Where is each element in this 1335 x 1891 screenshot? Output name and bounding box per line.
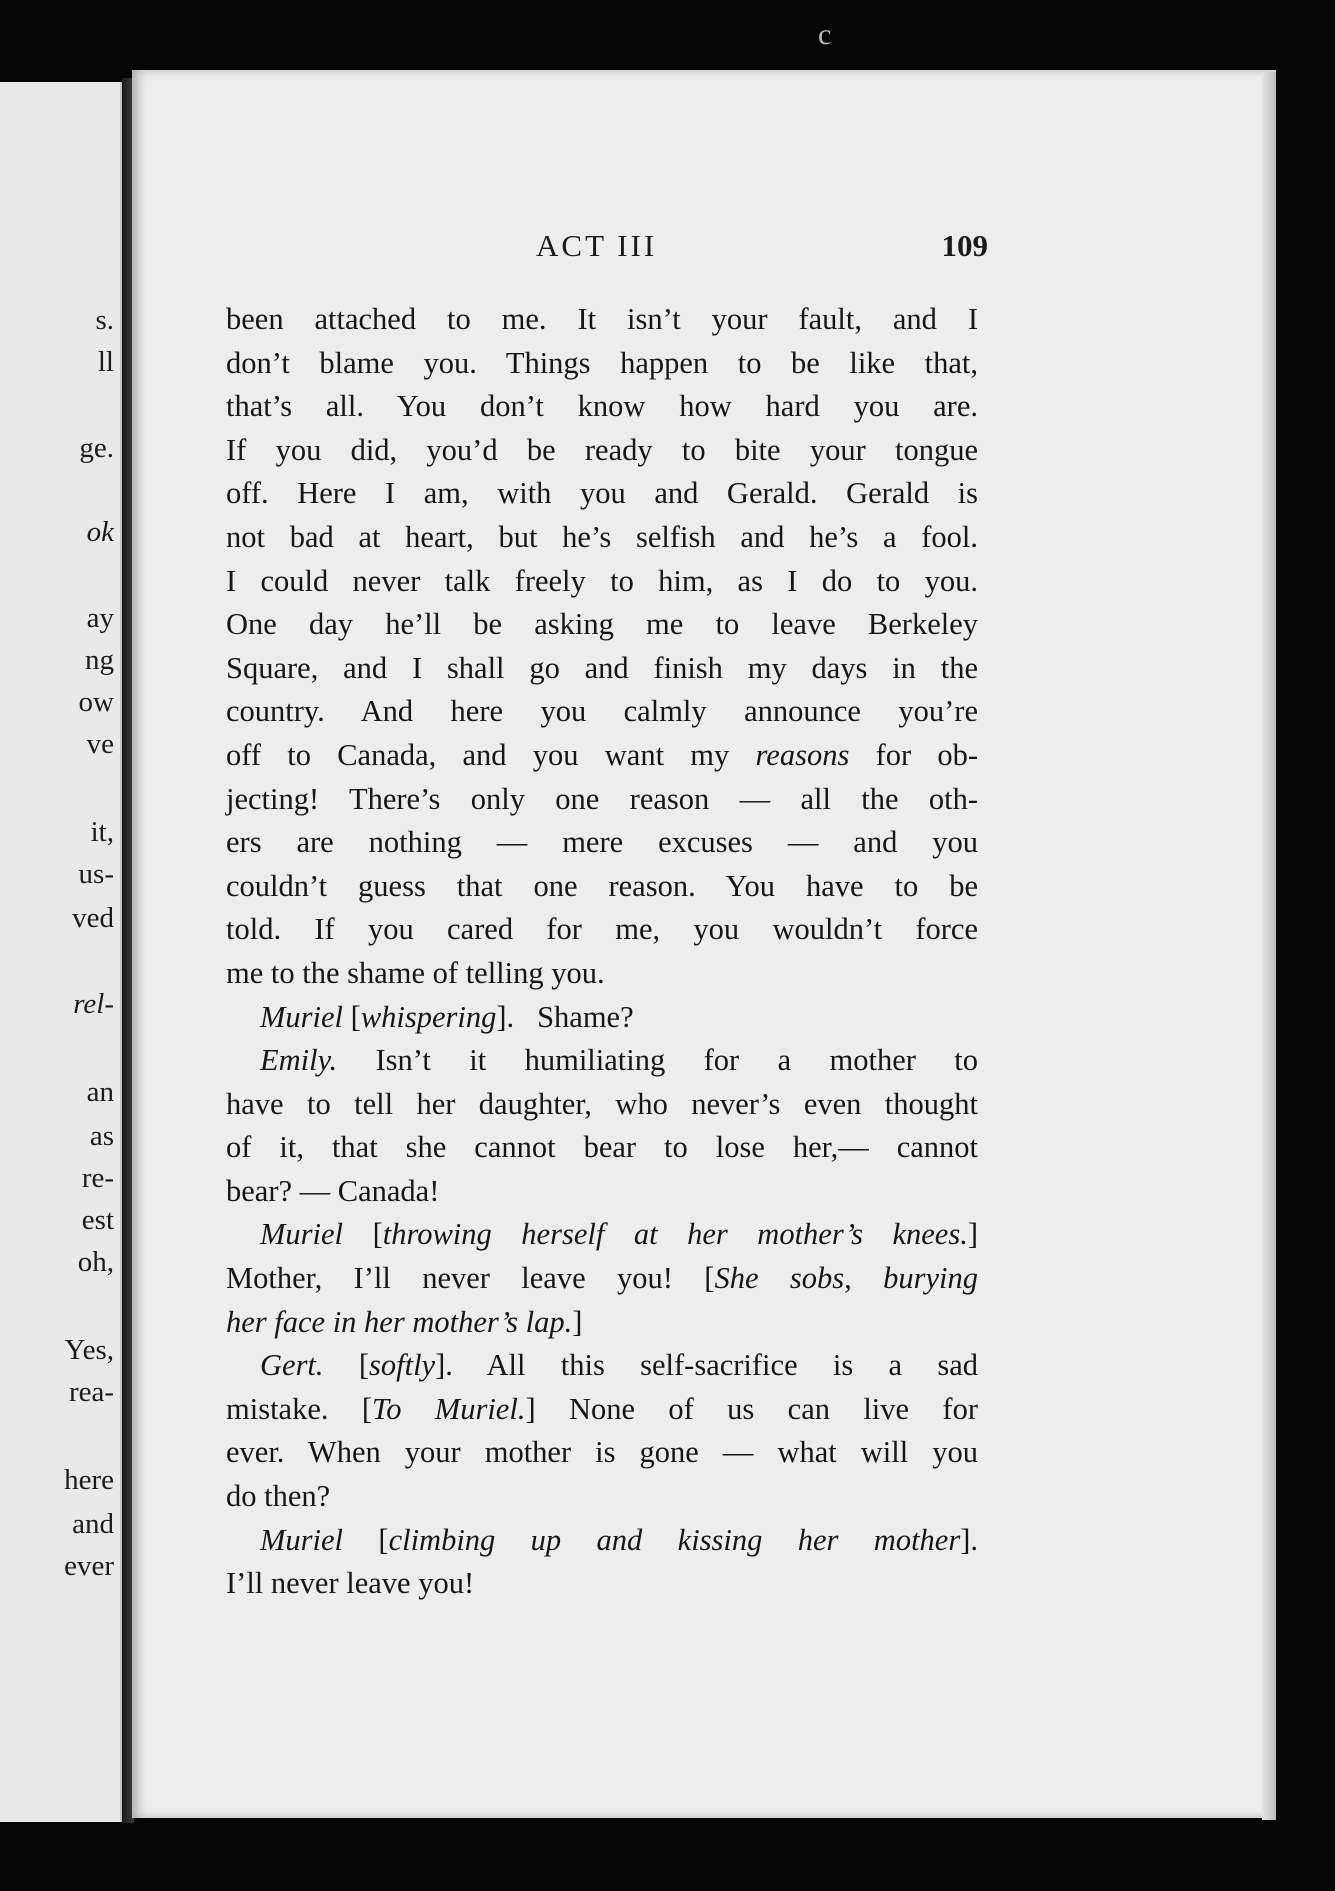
text-line: One day he’ll be asking me to leave Berkeley (226, 607, 978, 642)
dialogue-text: All this self-sacrifice is a sad (486, 1348, 978, 1383)
text-line: country. And here you calmly announce you’re (226, 694, 978, 729)
text-line: ers are nothing — mere excuses — and you (226, 825, 978, 860)
stage-direction: To Muriel. (372, 1391, 526, 1426)
text-line: bear? — Canada! (226, 1173, 440, 1208)
page-number: 109 (941, 228, 988, 263)
running-head: ACT III (536, 228, 658, 263)
left-fragment: us- (78, 858, 114, 890)
left-fragment: it, (90, 816, 114, 848)
left-fragment: Yes, (64, 1334, 114, 1366)
text-line: me to the shame of telling you. (226, 955, 605, 990)
stage-direction: her face in her mother’s lap. (226, 1304, 573, 1339)
text-line: told. If you cared for me, you wouldn’t force (226, 912, 978, 947)
speaker-name: Muriel (260, 1217, 344, 1252)
text-segment: for ob- (875, 737, 979, 772)
left-fragment: an (86, 1076, 114, 1108)
text-line: of it, that she cannot bear to lose her,— cannot (226, 1130, 978, 1165)
left-page-fragment (0, 82, 128, 1822)
left-fragment: ng (85, 644, 114, 676)
left-fragment: ved (72, 902, 114, 934)
left-fragment: rel- (73, 988, 114, 1020)
left-fragment: rea- (68, 1376, 114, 1408)
dialogue-line (226, 1039, 978, 1083)
stage-direction: climbing up and kissing her mother (388, 1522, 961, 1557)
left-fragment: ll (97, 346, 114, 378)
text-line: I’ll never leave you! (226, 1566, 475, 1601)
dialogue-text: mistake. (226, 1391, 329, 1426)
text-line: have to tell her daughter, who never’s even thought (226, 1086, 978, 1121)
left-fragment: ge. (79, 432, 114, 464)
left-fragment: as (89, 1120, 114, 1152)
left-fragment: ay (86, 602, 114, 634)
text-line: I could never talk freely to him, as I do to you. (226, 563, 978, 598)
text-segment: off to Canada, and you want my (226, 737, 730, 772)
page-header (228, 228, 988, 268)
text-line: not bad at heart, but he’s selfish and he’s a fool. (226, 519, 978, 554)
left-fragment: re- (81, 1162, 114, 1194)
dialogue-text: Shame? (537, 999, 634, 1034)
left-fragment: s. (95, 304, 114, 336)
stage-direction: softly (369, 1348, 436, 1383)
speaker-name: Muriel (260, 1522, 344, 1557)
text-line: off. Here I am, with you and Gerald. Gerald is (226, 476, 978, 511)
left-fragment: oh, (77, 1246, 114, 1278)
text-line: do then? (226, 1479, 331, 1514)
emphasized-word: reasons (755, 737, 850, 772)
dialogue-text: Isn’t it humiliating for a mother to (375, 1043, 979, 1078)
dialogue-text: Mother, I’ll never leave you! (226, 1261, 673, 1296)
stage-direction: She sobs, burying (714, 1261, 978, 1296)
dialogue-text: None of us can live for (568, 1391, 978, 1426)
text-line: mistake. [To Muriel.] None of us can live for (226, 1391, 978, 1426)
text-line: Mother, I’ll never leave you! [She sobs, burying (226, 1261, 978, 1296)
dialogue-line: Muriel [whispering]. Shame? (260, 999, 634, 1034)
stage-direction: whispering (360, 999, 497, 1034)
stage-direction: throwing herself at her mother’s knees. (382, 1217, 968, 1252)
text-line: that’s all. You don’t know how hard you are. (226, 389, 978, 424)
text-line: ever. When your mother is gone — what will you (226, 1435, 978, 1470)
dialogue-line: Muriel [climbing up and kissing her mother]. (260, 1522, 978, 1557)
text-line: been attached to me. It isn’t your fault, and I (226, 302, 978, 336)
text-line: her face in her mother’s lap.] (226, 1304, 583, 1339)
left-fragment: ever (64, 1550, 114, 1582)
speaker-name: Gert. (260, 1348, 324, 1383)
speaker-name: Muriel (260, 999, 344, 1034)
speaker-name: Emily. (260, 1043, 338, 1078)
left-fragment: ve (86, 728, 114, 760)
left-fragment: and (72, 1508, 114, 1540)
text-line: If you did, you’d be ready to bite your tongue (226, 432, 978, 467)
page-body (226, 298, 978, 1606)
text-line: jecting! There’s only one reason — all the oth- (226, 781, 978, 816)
left-fragment: ok (86, 516, 114, 548)
left-fragment: here (64, 1464, 114, 1496)
text-line: couldn’t guess that one reason. You have to be (226, 868, 978, 903)
left-fragment: ow (78, 686, 114, 718)
text-line (226, 734, 978, 778)
right-page-edge (1262, 72, 1276, 1820)
text-line: don’t blame you. Things happen to be like that, (226, 345, 978, 380)
dialogue-line: Gert. [softly]. All this self-sacrifice is a sad (260, 1348, 978, 1383)
top-mark: c (818, 18, 832, 51)
text-line: Square, and I shall go and finish my days in the (226, 650, 978, 685)
left-fragment: est (81, 1204, 114, 1236)
dialogue-line: Muriel [throwing herself at her mother’s knees.] (260, 1217, 978, 1252)
